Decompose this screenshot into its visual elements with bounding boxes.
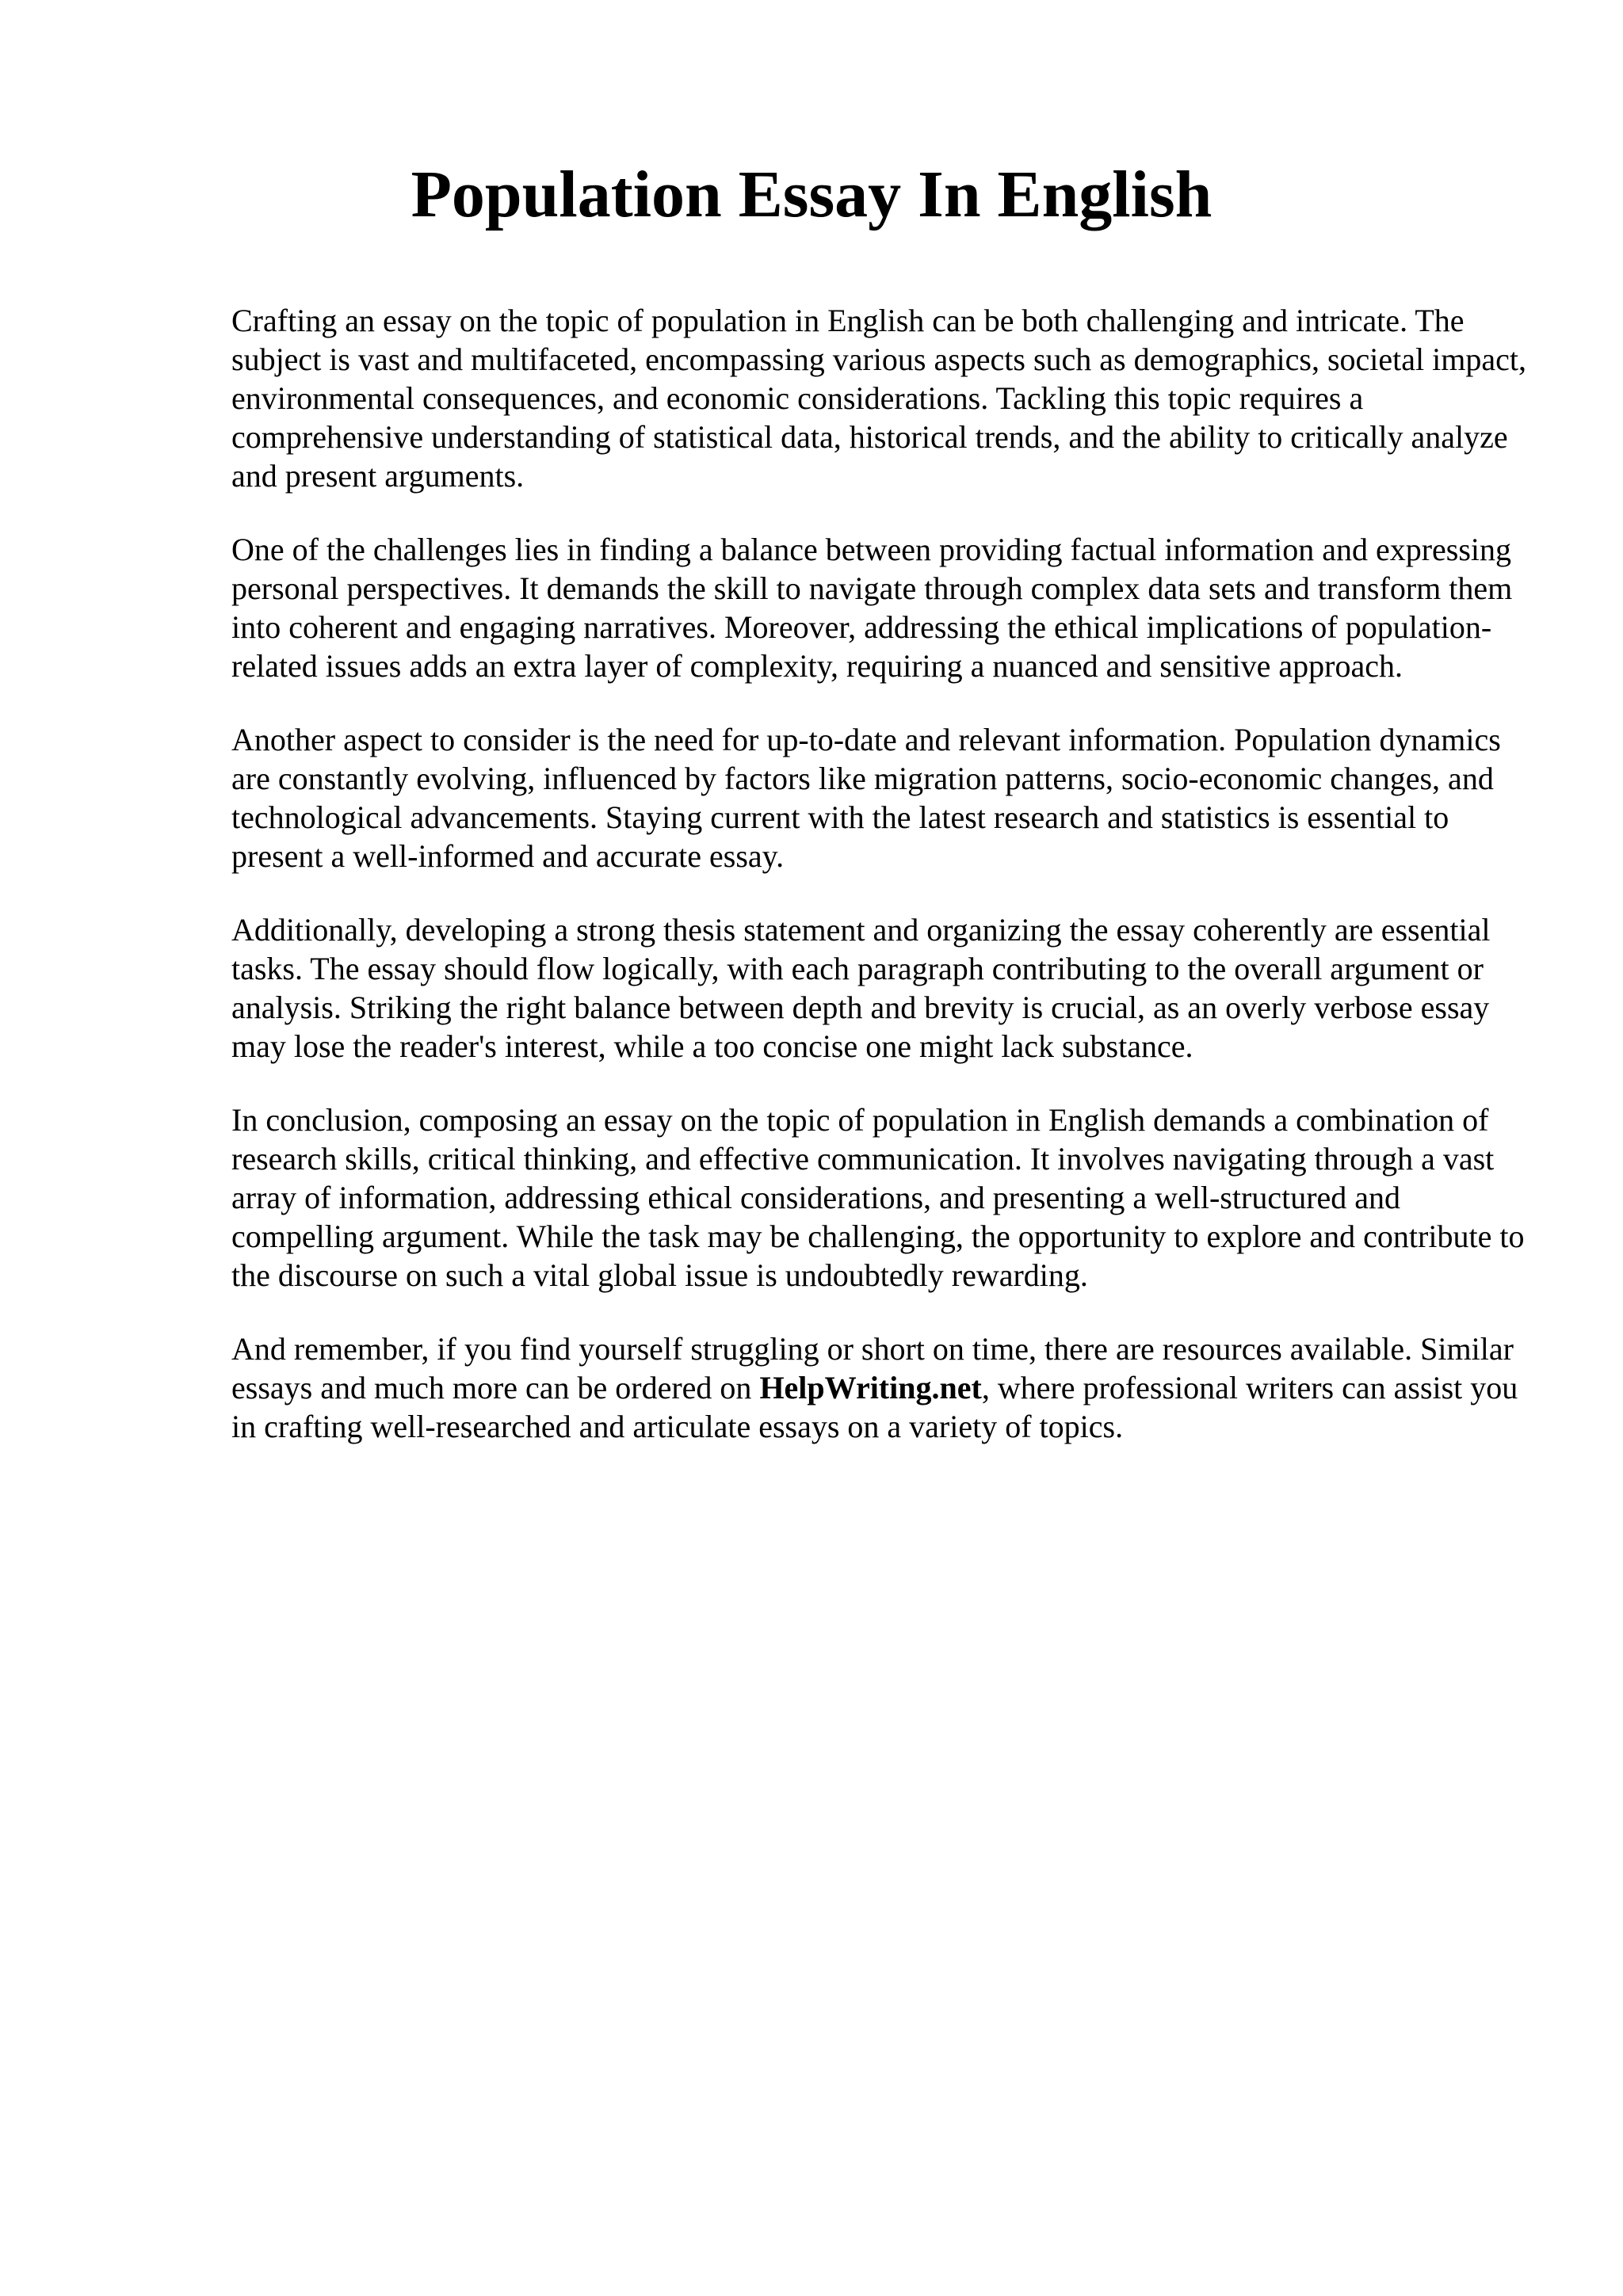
closing-text-after: , where professional writers can assist you in crafting well-researched and articulate essays on a variety of topics.	[231, 1370, 1518, 1444]
paragraph-challenges: One of the challenges lies in finding a balance between providing factual information and expressing personal perspectives. It demands the skill to navigate through complex data sets and transform them into coherent and engaging narratives. Moreover, addressing the ethical implications of population-related issues adds an extra layer of complexity, requiring a nuanced and sensitive approach.	[231, 532, 1513, 684]
paragraph-information: Another aspect to consider is the need for up-to-date and relevant information. Population dynamics are constantly evolving, influenced by factors like migration patterns, socio-economic changes, and technological advancements. Staying current with the latest research and statistics is essential to present a well-informed and accurate essay.	[231, 722, 1501, 874]
brand-name: HelpWriting.net	[759, 1370, 982, 1405]
closing-text-before: And remember, if you find yourself struggling or short on time, there are resources available. Similar essays and much more can be ordered on	[231, 1331, 1514, 1405]
paragraph-conclusion: In conclusion, composing an essay on the topic of population in English demands a combination of research skills, critical thinking, and effective communication. It involves navigating through a vast array of information, addressing ethical considerations, and presenting a well-structured and compelling argument. While the task may be challenging, the opportunity to explore and contribute to the discourse on such a vital global issue is undoubtedly rewarding.	[231, 1102, 1525, 1293]
essay-body	[231, 301, 1531, 1481]
paragraph-structure: Additionally, developing a strong thesis statement and organizing the essay coherently are essential tasks. The essay should flow logically, with each paragraph contributing to the overall argument or analysis. Striking the right balance between depth and brevity is crucial, as an overly verbose essay may lose the reader's interest, while a too concise one might lack substance.	[231, 912, 1491, 1064]
paragraph-closing	[231, 1329, 1531, 1446]
paragraph-intro: Crafting an essay on the topic of population in English can be both challenging and intricate. The subject is vast and multifaceted, encompassing various aspects such as demographics, societal impact, environmental consequences, and economic considerations. Tackling this topic requires a comprehensive understanding of statistical data, historical trends, and the ability to critically analyze and present arguments.	[231, 303, 1526, 494]
page-title: Population Essay In English	[411, 158, 1212, 231]
